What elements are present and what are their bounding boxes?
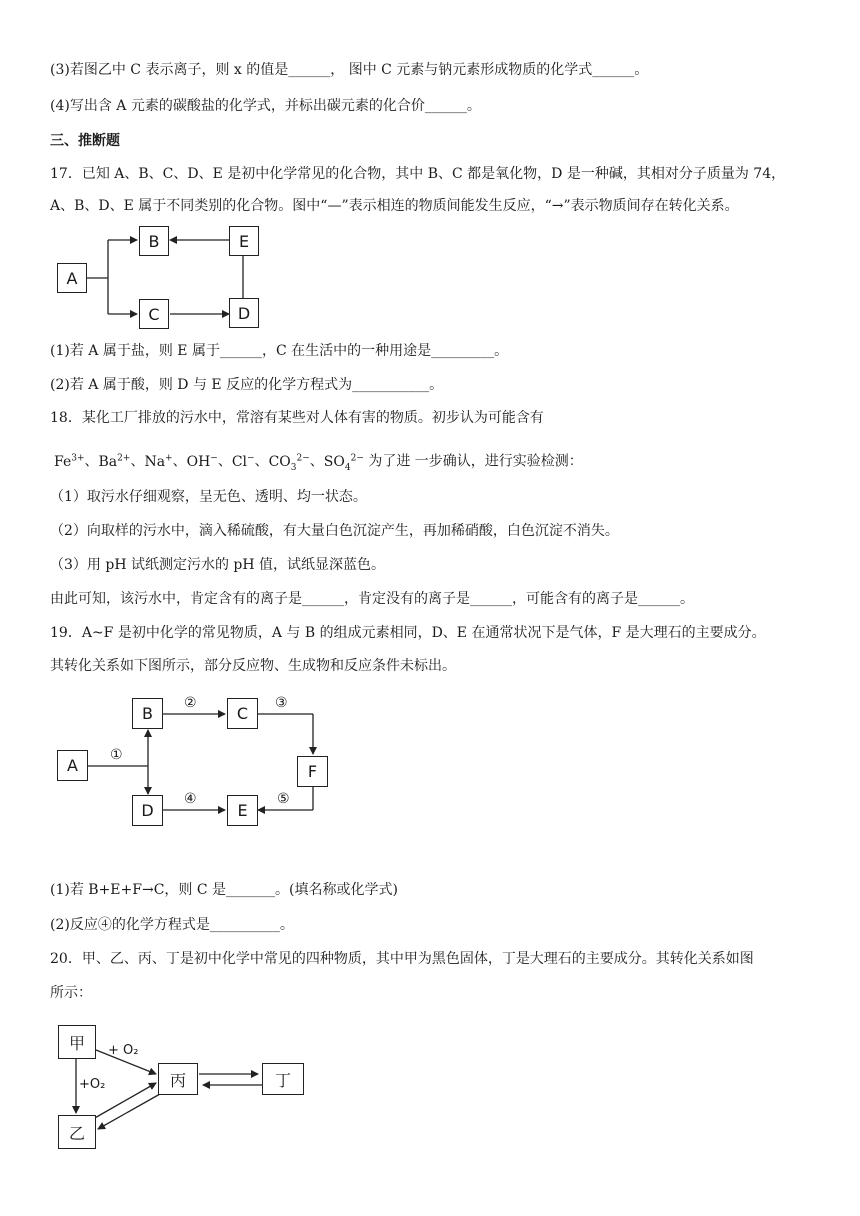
d19-label-3: ③ xyxy=(275,695,288,711)
ion-na: Na+ xyxy=(144,453,173,470)
ion-ba: $Ba^{2+}$ xyxy=(98,453,131,470)
q18-stem-tail: 为了进 一步确认，进行实验检测： xyxy=(368,453,583,470)
d20-label-o2-left: +O₂ xyxy=(79,1077,106,1092)
d19-box-c: C xyxy=(227,698,258,729)
q16-part3: (3)若图乙中 C 表示离子，则 x 的值是______， 图中 C 元素与钠元素形成物质的化学式______。 xyxy=(50,62,649,78)
q18-step1: （1）取污水仔细观察，呈无色、透明、均一状态。 xyxy=(50,489,367,505)
q19-part2: (2)反应④的化学方程式是__________。 xyxy=(50,917,294,933)
d17-box-c: C xyxy=(139,299,169,329)
d17-box-b: B xyxy=(139,226,169,256)
q17-part2: (2)若 A 属于酸，则 D 与 E 反应的化学方程式为___________。 xyxy=(50,377,444,393)
d20-box-ding: 丁 xyxy=(262,1063,304,1095)
d19-box-f: F xyxy=(297,756,328,787)
d19-label-4: ④ xyxy=(184,791,197,807)
d17-box-d: D xyxy=(229,298,259,328)
q18-step2: （2）向取样的污水中，滴入稀硫酸，有大量白色沉淀产生，再加稀硝酸，白色沉淀不消失。 xyxy=(50,523,619,539)
d20-box-bing: 丙 xyxy=(158,1063,198,1095)
d19-label-1: ① xyxy=(110,747,123,763)
ion-co3: $CO_3^{2-}$ xyxy=(268,453,310,473)
d19-box-b: B xyxy=(132,698,163,729)
q17-stem-1: 17．已知 A、B、C、D、E 是初中化学常见的化合物，其中 B、C 都是氧化物，D 是一种碱，其相对分子质量为 74， xyxy=(50,166,786,182)
ion-fe: $Fe^{3+}$ xyxy=(54,453,85,470)
q16-part4: (4)写出含 A 元素的碳酸盐的化学式，并标出碳元素的化合价______。 xyxy=(50,98,481,114)
q18-step3: （3）用 pH 试纸测定污水的 pH 值，试纸显深蓝色。 xyxy=(50,557,386,573)
d20-label-o2-top: + O₂ xyxy=(108,1043,139,1058)
d17-box-e: E xyxy=(229,226,259,256)
section-heading: 三、推断题 xyxy=(50,133,120,149)
d20-box-jia: 甲 xyxy=(58,1025,96,1059)
q20-stem-2: 所示： xyxy=(50,985,92,1001)
q20-stem-1: 20．甲、乙、丙、丁是初中化学中常见的四种物质，其中甲为黑色固体，丁是大理石的主要成分。其转化关系如图 xyxy=(50,951,754,967)
q19-stem-1: 19．A~F 是初中化学的常见物质，A 与 B 的组成元素相同，D、E 在通常状况下是气体，F 是大理石的主要成分。 xyxy=(50,625,766,641)
d19-box-e: E xyxy=(227,795,258,826)
q18-ion-list: $Fe^{3+}$、$Ba^{2+}$、Na+、OH−、Cl−、$CO_3^{2-}$、$SO_4^{2-}$ 为了进 一步确认，进行实验检测： xyxy=(54,453,583,473)
d19-label-2: ② xyxy=(184,695,197,711)
q19-stem-2: 其转化关系如下图所示，部分反应物、生成物和反应条件未标出。 xyxy=(50,658,456,674)
q18-question: 由此可知，该污水中，肯定含有的离子是______，肯定没有的离子是______，可能含有的离子是______。 xyxy=(50,591,694,607)
d19-label-5: ⑤ xyxy=(277,791,290,807)
d20-box-yi: 乙 xyxy=(58,1115,96,1149)
q18-stem: 18．某化工厂排放的污水中，常溶有某些对人体有害的物质。初步认为可能含有 xyxy=(50,410,544,426)
d17-box-a: A xyxy=(57,263,87,293)
d19-box-d: D xyxy=(132,795,163,826)
q17-part1: (1)若 A 属于盐，则 E 属于______，C 在生活中的一种用途是_________。 xyxy=(50,343,509,359)
q17-stem-2: A、B、D、E 属于不同类别的化合物。图中“—”表示相连的物质间能发生反应，“→”表示物质间存在转化关系。 xyxy=(50,198,739,214)
q19-part1: (1)若 B+E+F→C，则 C 是_______。(填名称或化学式) xyxy=(50,882,398,898)
ion-so4: $SO_4^{2-}$ xyxy=(323,453,364,473)
ion-oh: OH− xyxy=(186,453,218,470)
d19-box-a: A xyxy=(57,750,88,781)
ion-cl: Cl− xyxy=(231,453,255,470)
